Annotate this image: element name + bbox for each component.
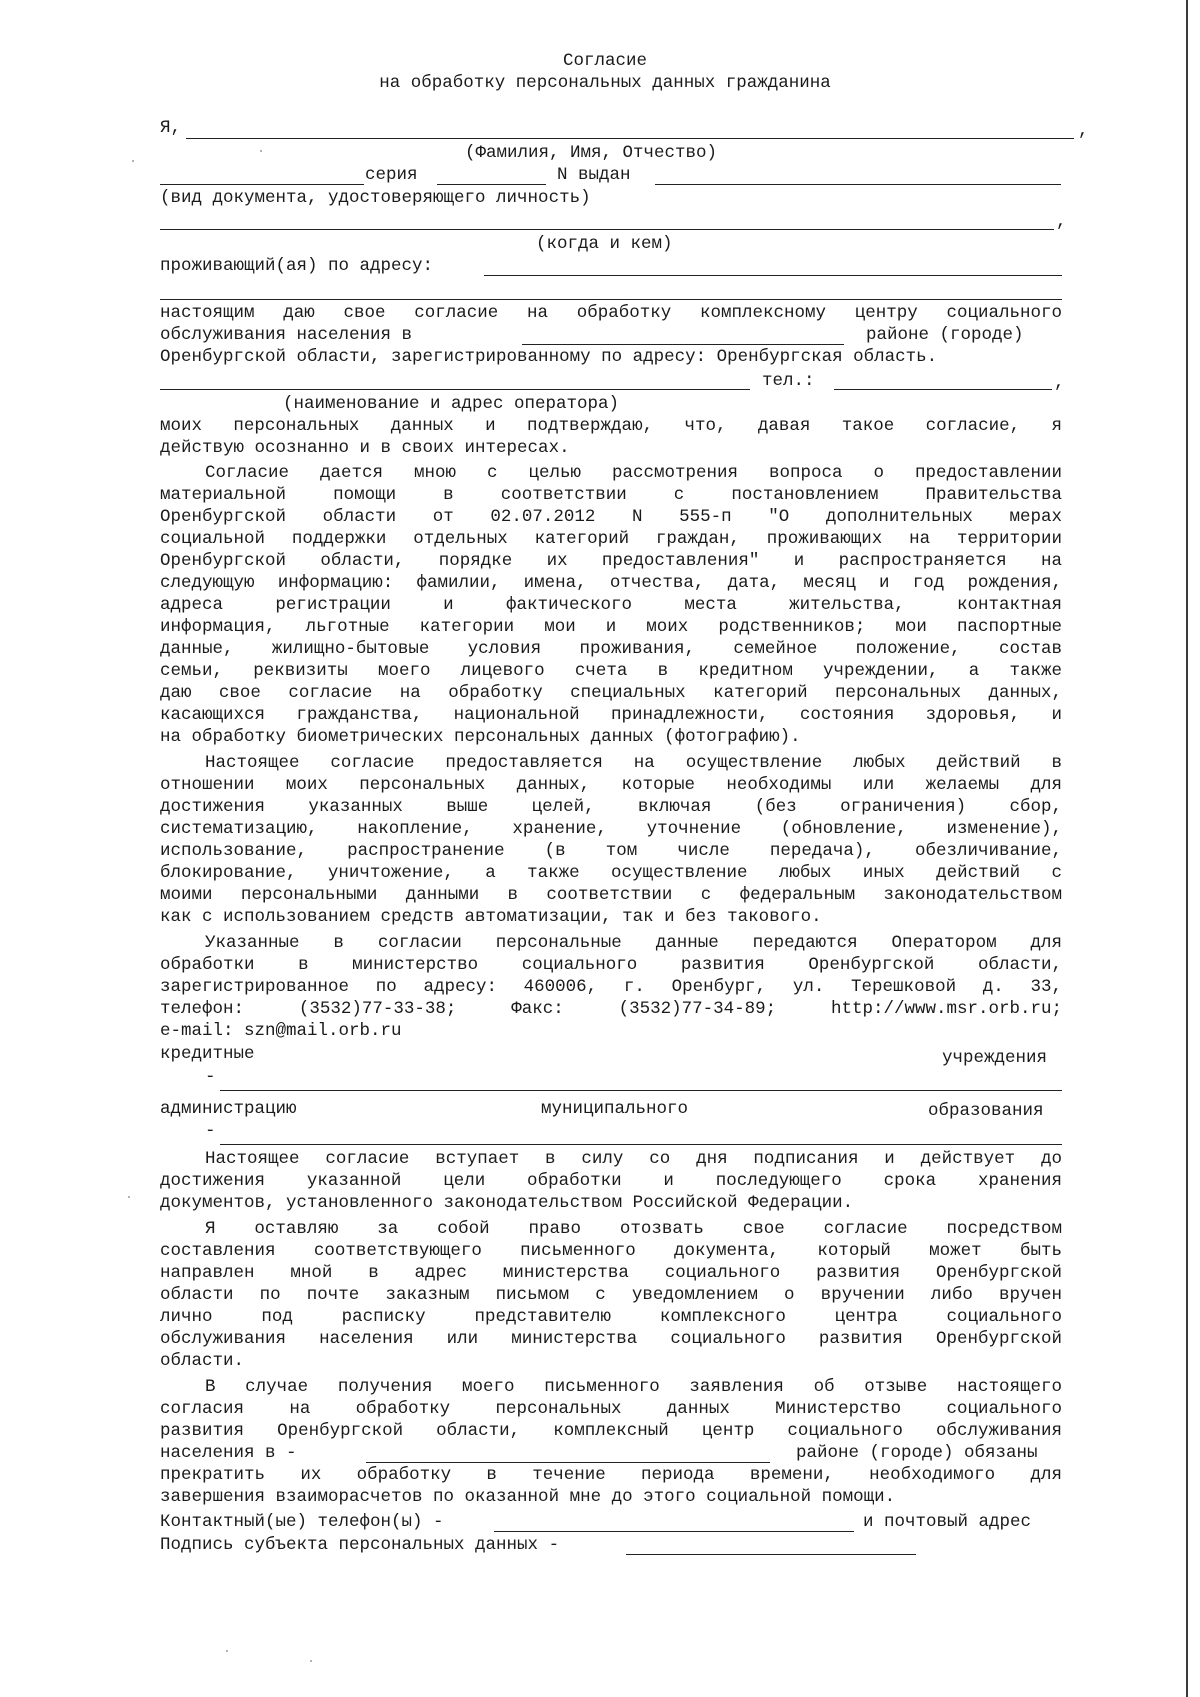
scan-speck: [226, 1650, 228, 1652]
series-label: серия: [365, 165, 418, 185]
credit-field-line[interactable]: [220, 1090, 1062, 1091]
p4-line-5: e-mail: szn@mail.orb.ru: [160, 1021, 402, 1041]
comma-1: ,: [1078, 121, 1089, 141]
number-label: N выдан: [557, 165, 631, 185]
admin-dash: -: [205, 1121, 216, 1141]
credit-right-word: учреждения: [942, 1048, 1048, 1068]
p7-line-3: развития Оренбургской области, комплексный центр социального обслуживания: [160, 1421, 1062, 1441]
p3-line-6: блокирование, уничтожение, а также осуществление любых иных действий с: [160, 863, 1062, 883]
p1-line-1: моих персональных данных и подтверждаю, что, давая такое согласие, я: [160, 416, 1062, 436]
p1-line-2: действую осознанно и в своих интересах.: [160, 438, 570, 458]
i-prefix: Я,: [160, 118, 182, 138]
tel-label: тел.:: [762, 371, 815, 391]
consent-line-3: Оренбургской области, зарегистрированному по адресу: Оренбургская область.: [160, 347, 938, 367]
admin-word-1: администрацию: [160, 1099, 297, 1119]
p6-line-3: направлен мной в адрес министерства социального развития Оренбургской: [160, 1263, 1062, 1283]
p2-line-8: информация, льготные категории мои и моих родственников; мои паспортные: [160, 617, 1062, 637]
admin-word-3: образования: [928, 1101, 1044, 1121]
p2-line-12: касающихся гражданства, национальной принадлежности, состояния здоровья, и: [160, 705, 1062, 725]
p6-line-7: области.: [160, 1351, 245, 1371]
scan-speck: [128, 1196, 130, 1198]
revocation-district-line[interactable]: [366, 1462, 770, 1463]
p2-line-9: данные, жилищно-бытовые условия проживания, семейное положение, состав: [160, 639, 1062, 659]
p2-line-1: Согласие дается мною с целью рассмотрения вопроса о предоставлении: [205, 463, 1062, 483]
contacts-field-line[interactable]: [494, 1531, 854, 1532]
consent-line-2: обслуживания населения в: [160, 325, 413, 345]
signature-label: Подпись субъекта персональных данных -: [160, 1535, 560, 1555]
p2-line-7: адреса регистрации и фактического места жительства, контактная: [160, 595, 1062, 615]
tel-field-line[interactable]: [834, 389, 1052, 390]
consent-line-2-tail: районе (городе): [866, 325, 1024, 345]
operator-caption: (наименование и адрес оператора): [283, 394, 620, 414]
consent-line-1: настоящим даю свое согласие на обработку комплексному центру социального: [160, 303, 1062, 323]
scan-speck: [310, 1660, 312, 1662]
p7-line-4: населения в -: [160, 1443, 297, 1463]
comma-3: ,: [1054, 373, 1065, 393]
document-subtitle: на обработку персональных данных гражданина: [379, 73, 831, 93]
p2-line-13: на обработку биометрических персональных данных (фотографию).: [160, 727, 801, 747]
p6-line-6: обслуживания населения или министерства социального развития Оренбургской: [160, 1329, 1062, 1349]
address-field-line[interactable]: [484, 275, 1062, 276]
p2-line-11: даю свое согласие на обработку специальных категорий персональных данных,: [160, 683, 1062, 703]
comma-2: ,: [1056, 212, 1067, 232]
p3-line-4: систематизацию, накопление, хранение, уточнение (обновление, изменение),: [160, 819, 1062, 839]
p3-line-2: отношении моих персональных данных, которые необходимы или желаемы для: [160, 775, 1062, 795]
p7-line-6: завершения взаиморасчетов по оказанной мне до этого социальной помощи.: [160, 1487, 896, 1507]
p3-line-1: Настоящее согласие предоставляется на осуществление любых действий в: [205, 753, 1062, 773]
p6-line-5: лично под расписку представителю комплексного центра социального: [160, 1307, 1062, 1327]
contacts-tail: и почтовый адрес: [863, 1512, 1032, 1532]
credit-left-word: кредитные: [160, 1044, 255, 1064]
p4-line-4: телефон: (3532)77-33-38; Факс: (3532)77-34-89; http://www.msr.orb.ru;: [160, 999, 1062, 1019]
credit-dash: -: [205, 1067, 216, 1087]
p5-line-2: достижения указанной цели обработки и последующего срока хранения: [160, 1171, 1062, 1191]
scan-speck: [132, 160, 134, 162]
scan-edge-line: [1186, 0, 1188, 1697]
signature-field-line[interactable]: [626, 1554, 916, 1555]
p6-line-2: составления соответствующего письменного документа, который может быть: [160, 1241, 1062, 1261]
p3-line-3: достижения указанных выше целей, включая (без ограничения) сбор,: [160, 797, 1062, 817]
series-field-line[interactable]: [437, 184, 546, 185]
operator-field-line[interactable]: [160, 389, 750, 390]
p4-line-3: зарегистрированное по адресу: 460006, г. Оренбург, ул. Терешковой д. 33,: [160, 977, 1062, 997]
p7-line-5: прекратить их обработку в течение периода времени, необходимого для: [160, 1465, 1062, 1485]
p7-line-4-tail: районе (городе) обязаны: [796, 1443, 1038, 1463]
when-caption: (когда и кем): [536, 234, 673, 254]
fio-field-line[interactable]: [186, 138, 1074, 139]
address-label: проживающий(ая) по адресу:: [160, 256, 434, 276]
p4-line-1: Указанные в согласии персональные данные передаются Оператором для: [205, 933, 1062, 953]
fio-caption: (Фамилия, Имя, Отчество): [465, 143, 718, 163]
scan-speck: [260, 150, 262, 152]
p3-line-7: моими персональными данными в соответствии с федеральным законодательством: [160, 885, 1062, 905]
p2-line-2: материальной помощи в соответствии с постановлением Правительства: [160, 485, 1062, 505]
doc-type-field-line[interactable]: [160, 184, 364, 185]
p3-line-5: использование, распространение (в том числе передача), обезличивание,: [160, 841, 1062, 861]
p7-line-2: согласия на обработку персональных данных Министерство социального: [160, 1399, 1062, 1419]
p2-line-10: семьи, реквизиты моего лицевого счета в кредитном учреждении, а также: [160, 661, 1062, 681]
p6-line-4: области по почте заказным письмом с уведомлением о вручении либо вручен: [160, 1285, 1062, 1305]
p2-line-3: Оренбургской области от 02.07.2012 N 555-п "О дополнительных мерах: [160, 507, 1062, 527]
p6-line-1: Я оставляю за собой право отозвать свое согласие посредством: [205, 1219, 1062, 1239]
address-field-line-2[interactable]: [160, 299, 1062, 300]
p4-line-2: обработки в министерство социального развития Оренбургской области,: [160, 955, 1062, 975]
admin-word-2: муниципального: [541, 1099, 689, 1119]
p2-line-6: следующую информацию: фамилии, имена, отчества, дата, месяц и год рождения,: [160, 573, 1062, 593]
doc-caption: (вид документа, удостоверяющего личность): [160, 188, 591, 208]
when-field-line[interactable]: [160, 229, 1054, 230]
p2-line-4: социальной поддержки отдельных категорий граждан, проживающих на территории: [160, 529, 1062, 549]
district-field-line[interactable]: [522, 344, 844, 345]
p5-line-3: документов, установленного законодательством Российской Федерации.: [160, 1193, 854, 1213]
p5-line-1: Настоящее согласие вступает в силу со дня подписания и действует до: [205, 1149, 1062, 1169]
p3-line-8: как с использованием средств автоматизации, так и без такового.: [160, 907, 822, 927]
p2-line-5: Оренбургской области, порядке их предоставления" и распространяется на: [160, 551, 1062, 571]
issued-field-line[interactable]: [655, 184, 1061, 185]
p7-line-1: В случае получения моего письменного заявления об отзыве настоящего: [205, 1377, 1062, 1397]
contacts-label: Контактный(ые) телефон(ы) -: [160, 1512, 444, 1532]
document-title: Согласие: [562, 51, 647, 71]
admin-field-line[interactable]: [220, 1144, 1062, 1145]
